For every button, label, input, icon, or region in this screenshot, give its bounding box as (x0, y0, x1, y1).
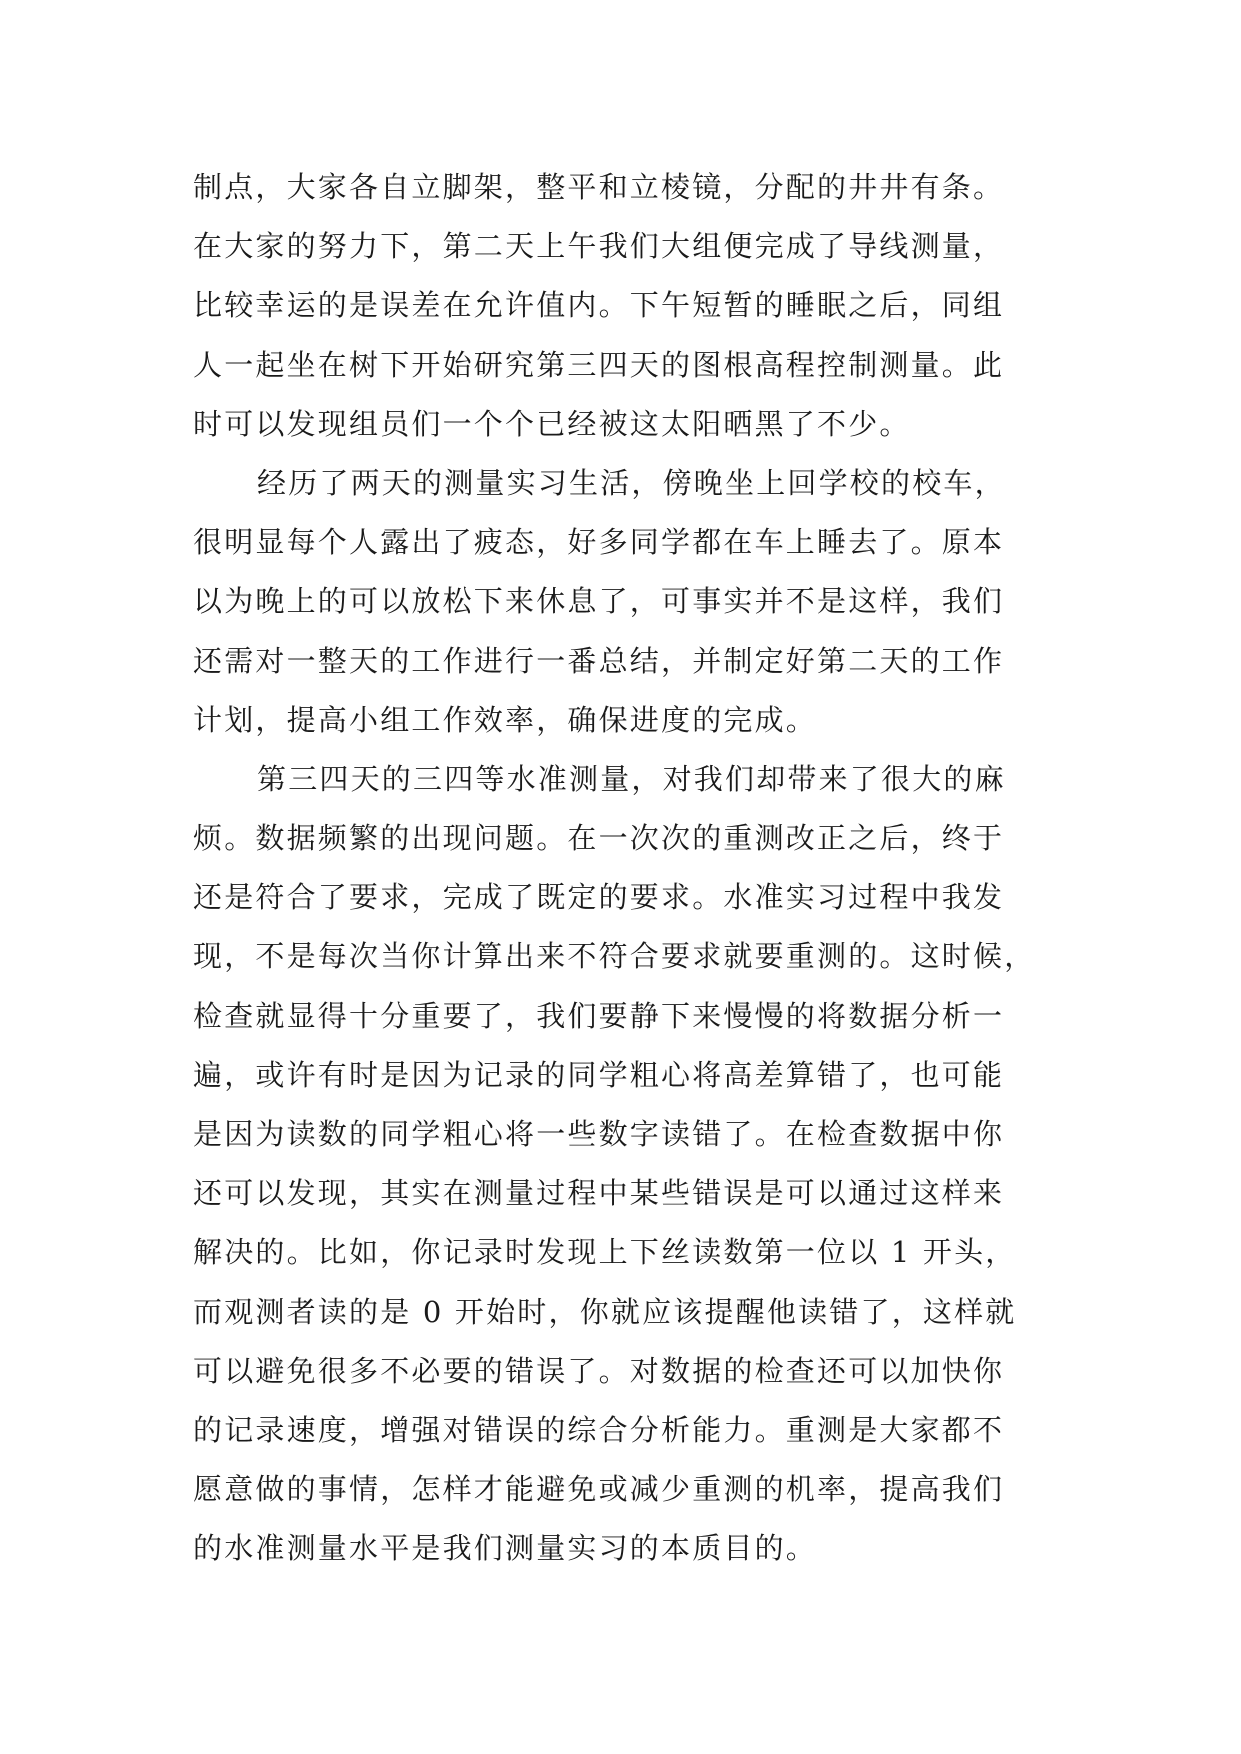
text-line: 愿意做的事情，怎样才能避免或减少重测的机率，提高我们 (193, 1472, 1005, 1507)
text-line: 计划，提高小组工作效率，确保进度的完成。 (193, 702, 818, 737)
body-text (193, 158, 1053, 1579)
text-line: 解决的。比如，你记录时发现上下丝读数第一位以 1 开头， (193, 1235, 1017, 1270)
text-line: 检查就显得十分重要了，我们要静下来慢慢的将数据分析一 (193, 998, 1005, 1033)
text-line: 还可以发现，其实在测量过程中某些错误是可以通过这样来 (193, 1176, 1005, 1211)
text-line: 比较幸运的是误差在允许值内。下午短暂的睡眠之后，同组 (193, 288, 1005, 323)
paragraph-first-line: 第三四天的三四等水准测量，对我们却带来了很大的麻 (257, 761, 1006, 796)
text-line: 可以避免很多不必要的错误了。对数据的检查还可以加快你 (193, 1353, 1005, 1388)
text-line: 遍，或许有时是因为记录的同学粗心将高差算错了，也可能 (193, 1057, 1005, 1092)
text-line: 在大家的努力下，第二天上午我们大组便完成了导线测量， (193, 229, 1005, 264)
text-line: 而观测者读的是 0 开始时，你就应该提醒他读错了，这样就 (193, 1294, 1017, 1329)
text-line: 是因为读数的同学粗心将一些数字读错了。在检查数据中你 (193, 1117, 1005, 1151)
text-line: 制点，大家各自立脚架，整平和立棱镜，分配的井井有条。 (193, 170, 1005, 204)
text-line: 的记录速度，增强对错误的综合分析能力。重测是大家都不 (193, 1412, 1005, 1447)
text-line: 人一起坐在树下开始研究第三四天的图根高程控制测量。此 (193, 347, 1005, 382)
text-line: 很明显每个人露出了疲态，好多同学都在车上睡去了。原本 (193, 525, 1005, 560)
text-line: 以为晚上的可以放松下来休息了，可事实并不是这样，我们 (193, 584, 1005, 619)
text-line: 时可以发现组员们一个个已经被这太阳晒黑了不少。 (193, 406, 911, 441)
text-line: 烦。数据频繁的出现问题。在一次次的重测改正之后，终于 (193, 821, 1005, 856)
paragraph-first-line: 经历了两天的测量实习生活，傍晚坐上回学校的校车， (257, 465, 1006, 500)
text-line: 现，不是每次当你计算出来不符合要求就要重测的。这时候， (193, 939, 1036, 974)
text-line: 的水准测量水平是我们测量实习的本质目的。 (193, 1531, 818, 1566)
text-line: 还需对一整天的工作进行一番总结，并制定好第二天的工作 (193, 643, 1005, 678)
text-line: 还是符合了要求，完成了既定的要求。水准实习过程中我发 (193, 880, 1005, 915)
